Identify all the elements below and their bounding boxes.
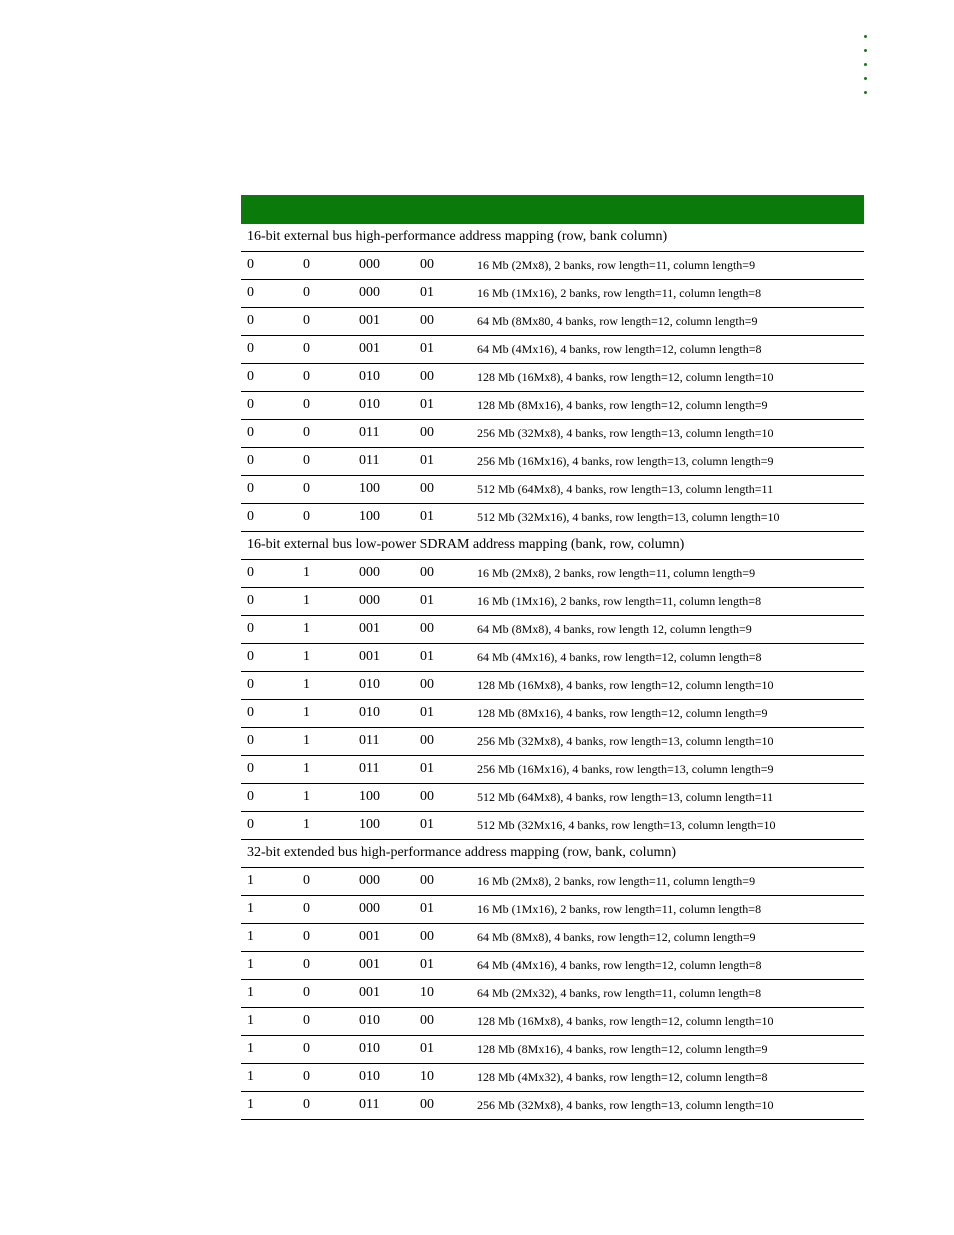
cell-bit-a: 0 (247, 397, 254, 412)
cell-width-code: 00 (420, 873, 434, 888)
cell-bit-a: 1 (247, 1041, 254, 1056)
cell-size-code: 011 (359, 733, 380, 748)
cell-size-code: 100 (359, 817, 380, 832)
table-row (241, 868, 864, 896)
cell-width-code: 01 (420, 453, 434, 468)
table-row (241, 588, 864, 616)
cell-description: 128 Mb (8Mx16), 4 banks, row length=12, column length=9 (477, 398, 768, 412)
table-row (241, 392, 864, 420)
cell-description: 16 Mb (1Mx16), 2 banks, row length=11, column length=8 (477, 902, 762, 916)
table-row (241, 420, 864, 448)
cell-size-code: 011 (359, 453, 380, 468)
cell-bit-a: 0 (247, 649, 254, 664)
cell-bit-b: 1 (303, 621, 310, 636)
table-row (241, 728, 864, 756)
cell-size-code: 000 (359, 565, 380, 580)
cell-bit-b: 0 (303, 369, 310, 384)
cell-bit-b: 1 (303, 565, 310, 580)
cell-bit-b: 0 (303, 985, 310, 1000)
cell-size-code: 001 (359, 929, 380, 944)
cell-bit-a: 1 (247, 985, 254, 1000)
cell-bit-b: 0 (303, 397, 310, 412)
cell-bit-a: 0 (247, 425, 254, 440)
cell-width-code: 00 (420, 621, 434, 636)
table-header-bar (241, 195, 864, 224)
address-mapping-table (241, 195, 864, 1120)
section-heading: 16-bit external bus high-performance address mapping (row, bank column) (241, 224, 864, 252)
cell-size-code: 100 (359, 789, 380, 804)
table-row (241, 1008, 864, 1036)
cell-width-code: 01 (420, 649, 434, 664)
cell-bit-a: 0 (247, 509, 254, 524)
section-heading: 32-bit extended bus high-performance address mapping (row, bank, column) (241, 840, 864, 868)
cell-size-code: 011 (359, 761, 380, 776)
cell-bit-b: 1 (303, 677, 310, 692)
cell-description: 16 Mb (1Mx16), 2 banks, row length=11, column length=8 (477, 286, 762, 300)
cell-description: 128 Mb (16Mx8), 4 banks, row length=12, column length=10 (477, 678, 774, 692)
cell-width-code: 01 (420, 705, 434, 720)
cell-width-code: 00 (420, 313, 434, 328)
cell-description: 256 Mb (32Mx8), 4 banks, row length=13, column length=10 (477, 734, 774, 748)
table-row (241, 364, 864, 392)
cell-width-code: 01 (420, 817, 434, 832)
cell-description: 64 Mb (4Mx16), 4 banks, row length=12, column length=8 (477, 342, 762, 356)
table-row (241, 756, 864, 784)
table-body (241, 224, 864, 1120)
cell-description: 512 Mb (64Mx8), 4 banks, row length=13, column length=11 (477, 482, 774, 496)
cell-size-code: 001 (359, 313, 380, 328)
cell-size-code: 010 (359, 1041, 380, 1056)
cell-bit-a: 0 (247, 761, 254, 776)
table-row (241, 784, 864, 812)
cell-description: 64 Mb (8Mx8), 4 banks, row length=12, column length=9 (477, 930, 756, 944)
cell-width-code: 10 (420, 1069, 434, 1084)
table-row (241, 644, 864, 672)
cell-description: 16 Mb (1Mx16), 2 banks, row length=11, column length=8 (477, 594, 762, 608)
cell-size-code: 011 (359, 425, 380, 440)
cell-bit-b: 0 (303, 481, 310, 496)
cell-width-code: 01 (420, 341, 434, 356)
table-row (241, 504, 864, 532)
cell-bit-a: 0 (247, 313, 254, 328)
cell-description: 64 Mb (4Mx16), 4 banks, row length=12, column length=8 (477, 958, 762, 972)
table-row (241, 924, 864, 952)
cell-description: 128 Mb (8Mx16), 4 banks, row length=12, column length=9 (477, 1042, 768, 1056)
table-row (241, 1036, 864, 1064)
cell-bit-a: 0 (247, 285, 254, 300)
table-row (241, 448, 864, 476)
table-row (241, 476, 864, 504)
cell-width-code: 00 (420, 425, 434, 440)
cell-description: 512 Mb (64Mx8), 4 banks, row length=13, column length=11 (477, 790, 774, 804)
cell-bit-a: 0 (247, 733, 254, 748)
cell-bit-b: 1 (303, 593, 310, 608)
cell-bit-a: 0 (247, 481, 254, 496)
cell-description: 256 Mb (16Mx16), 4 banks, row length=13, column length=9 (477, 762, 774, 776)
cell-bit-b: 0 (303, 341, 310, 356)
cell-bit-b: 0 (303, 929, 310, 944)
cell-width-code: 01 (420, 901, 434, 916)
margin-dot (864, 49, 867, 52)
cell-width-code: 01 (420, 285, 434, 300)
cell-bit-a: 1 (247, 1013, 254, 1028)
cell-bit-a: 0 (247, 677, 254, 692)
cell-width-code: 00 (420, 257, 434, 272)
cell-width-code: 00 (420, 481, 434, 496)
cell-bit-a: 0 (247, 369, 254, 384)
cell-width-code: 00 (420, 733, 434, 748)
cell-description: 256 Mb (32Mx8), 4 banks, row length=13, column length=10 (477, 1098, 774, 1112)
cell-description: 64 Mb (8Mx80, 4 banks, row length=12, column length=9 (477, 314, 758, 328)
cell-description: 16 Mb (2Mx8), 2 banks, row length=11, column length=9 (477, 566, 756, 580)
cell-width-code: 00 (420, 565, 434, 580)
margin-dot (864, 35, 867, 38)
cell-description: 128 Mb (16Mx8), 4 banks, row length=12, column length=10 (477, 1014, 774, 1028)
cell-width-code: 01 (420, 761, 434, 776)
cell-bit-a: 0 (247, 565, 254, 580)
cell-bit-b: 1 (303, 733, 310, 748)
cell-bit-a: 0 (247, 593, 254, 608)
cell-size-code: 100 (359, 509, 380, 524)
cell-width-code: 00 (420, 369, 434, 384)
cell-bit-b: 0 (303, 285, 310, 300)
cell-width-code: 00 (420, 1097, 434, 1112)
cell-description: 64 Mb (2Mx32), 4 banks, row length=11, column length=8 (477, 986, 762, 1000)
cell-bit-b: 1 (303, 761, 310, 776)
cell-size-code: 001 (359, 957, 380, 972)
cell-size-code: 011 (359, 1097, 380, 1112)
table-row (241, 896, 864, 924)
cell-bit-b: 0 (303, 1069, 310, 1084)
cell-description: 512 Mb (32Mx16), 4 banks, row length=13, column length=10 (477, 510, 780, 524)
cell-description: 64 Mb (4Mx16), 4 banks, row length=12, column length=8 (477, 650, 762, 664)
table-row (241, 308, 864, 336)
cell-width-code: 00 (420, 929, 434, 944)
table-row (241, 616, 864, 644)
cell-width-code: 01 (420, 509, 434, 524)
cell-size-code: 001 (359, 341, 380, 356)
cell-size-code: 000 (359, 257, 380, 272)
table-row (241, 280, 864, 308)
cell-width-code: 01 (420, 957, 434, 972)
cell-bit-a: 1 (247, 873, 254, 888)
table-row (241, 1064, 864, 1092)
cell-bit-b: 0 (303, 873, 310, 888)
cell-bit-b: 0 (303, 1013, 310, 1028)
cell-bit-b: 0 (303, 901, 310, 916)
cell-bit-b: 1 (303, 817, 310, 832)
cell-bit-a: 1 (247, 1097, 254, 1112)
cell-bit-a: 0 (247, 621, 254, 636)
cell-bit-a: 1 (247, 901, 254, 916)
cell-bit-a: 0 (247, 257, 254, 272)
cell-width-code: 01 (420, 593, 434, 608)
cell-size-code: 001 (359, 985, 380, 1000)
cell-bit-a: 0 (247, 817, 254, 832)
cell-size-code: 010 (359, 1069, 380, 1084)
cell-width-code: 10 (420, 985, 434, 1000)
table-row (241, 672, 864, 700)
table-row (241, 252, 864, 280)
cell-bit-b: 0 (303, 257, 310, 272)
cell-size-code: 001 (359, 621, 380, 636)
cell-description: 128 Mb (16Mx8), 4 banks, row length=12, column length=10 (477, 370, 774, 384)
cell-bit-b: 1 (303, 789, 310, 804)
table-row (241, 812, 864, 840)
cell-bit-a: 0 (247, 789, 254, 804)
cell-bit-b: 0 (303, 957, 310, 972)
cell-size-code: 010 (359, 1013, 380, 1028)
cell-description: 128 Mb (4Mx32), 4 banks, row length=12, column length=8 (477, 1070, 768, 1084)
cell-description: 16 Mb (2Mx8), 2 banks, row length=11, column length=9 (477, 258, 756, 272)
cell-size-code: 000 (359, 901, 380, 916)
cell-size-code: 001 (359, 649, 380, 664)
cell-size-code: 010 (359, 397, 380, 412)
cell-description: 16 Mb (2Mx8), 2 banks, row length=11, column length=9 (477, 874, 756, 888)
cell-bit-b: 0 (303, 509, 310, 524)
margin-dot (864, 63, 867, 66)
cell-bit-a: 1 (247, 957, 254, 972)
cell-bit-b: 0 (303, 453, 310, 468)
cell-description: 64 Mb (8Mx8), 4 banks, row length 12, column length=9 (477, 622, 752, 636)
cell-width-code: 01 (420, 397, 434, 412)
cell-width-code: 00 (420, 1013, 434, 1028)
cell-bit-a: 1 (247, 1069, 254, 1084)
margin-dot (864, 91, 867, 94)
cell-bit-b: 1 (303, 649, 310, 664)
cell-description: 256 Mb (16Mx16), 4 banks, row length=13, column length=9 (477, 454, 774, 468)
cell-width-code: 01 (420, 1041, 434, 1056)
cell-size-code: 010 (359, 705, 380, 720)
cell-bit-a: 1 (247, 929, 254, 944)
table-row (241, 1092, 864, 1120)
table-row (241, 700, 864, 728)
margin-dots-decoration (863, 35, 869, 105)
cell-size-code: 010 (359, 677, 380, 692)
cell-size-code: 100 (359, 481, 380, 496)
margin-dot (864, 77, 867, 80)
cell-description: 512 Mb (32Mx16, 4 banks, row length=13, column length=10 (477, 818, 776, 832)
cell-bit-a: 0 (247, 341, 254, 356)
cell-size-code: 010 (359, 369, 380, 384)
cell-size-code: 000 (359, 285, 380, 300)
cell-bit-a: 0 (247, 453, 254, 468)
cell-width-code: 00 (420, 677, 434, 692)
table-row (241, 560, 864, 588)
cell-description: 256 Mb (32Mx8), 4 banks, row length=13, column length=10 (477, 426, 774, 440)
cell-bit-b: 0 (303, 425, 310, 440)
cell-size-code: 000 (359, 593, 380, 608)
cell-bit-b: 0 (303, 1041, 310, 1056)
table-row (241, 980, 864, 1008)
cell-width-code: 00 (420, 789, 434, 804)
cell-description: 128 Mb (8Mx16), 4 banks, row length=12, column length=9 (477, 706, 768, 720)
table-row (241, 952, 864, 980)
cell-bit-b: 0 (303, 313, 310, 328)
cell-bit-b: 0 (303, 1097, 310, 1112)
cell-bit-a: 0 (247, 705, 254, 720)
section-heading: 16-bit external bus low-power SDRAM address mapping (bank, row, column) (241, 532, 864, 560)
table-row (241, 336, 864, 364)
cell-size-code: 000 (359, 873, 380, 888)
cell-bit-b: 1 (303, 705, 310, 720)
